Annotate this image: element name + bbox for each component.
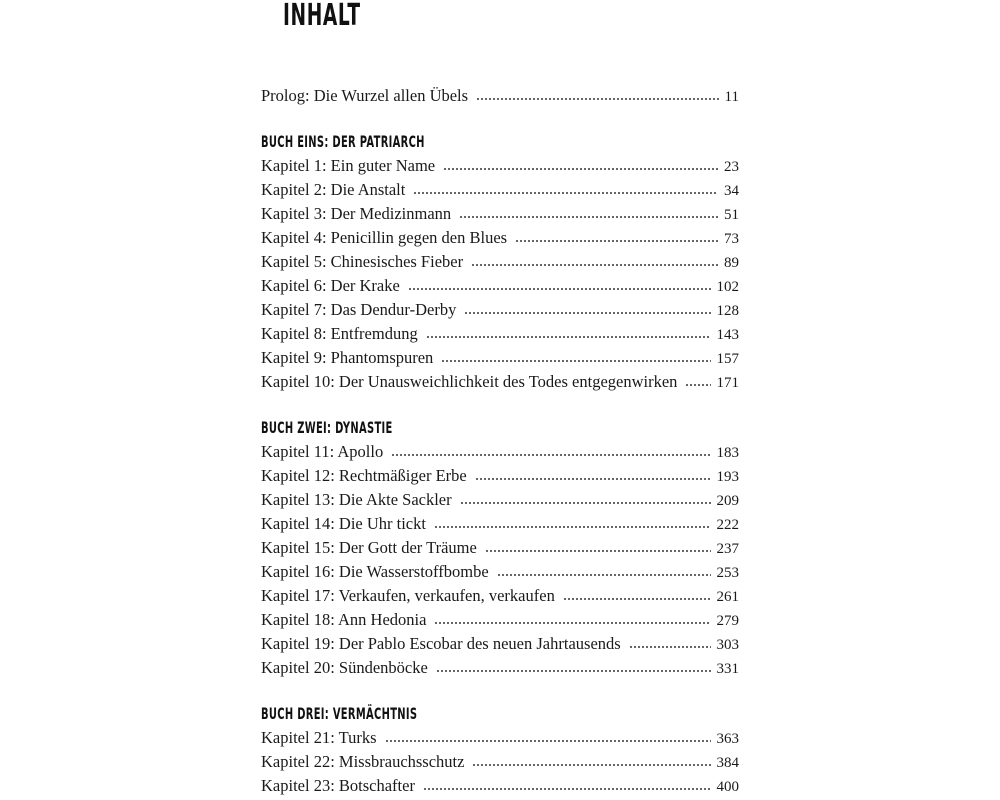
- toc-entry: [261, 464, 739, 488]
- dot-leader: [385, 739, 711, 743]
- entry-label: Kapitel 6: Der Krake: [261, 276, 400, 295]
- entry-page-number: 34: [724, 183, 739, 199]
- toc-entry: [261, 560, 739, 584]
- toc-entry: [261, 750, 739, 774]
- toc-entry: [261, 608, 739, 632]
- entry-page-number: 102: [716, 279, 739, 295]
- book-heading: BUCH ZWEI: DYNASTIE: [261, 418, 393, 437]
- entry-page-number: 171: [716, 375, 739, 391]
- entry-page-number: 193: [716, 469, 739, 485]
- entry-page-number: 261: [716, 589, 739, 605]
- dot-leader: [408, 287, 711, 291]
- entry-label: Kapitel 10: Der Unausweichlichkeit des Todes entgegenwirken: [261, 372, 678, 391]
- entry-label: Kapitel 23: Botschafter: [261, 776, 415, 795]
- dot-leader: [460, 501, 711, 505]
- entry-page-number: 253: [716, 565, 739, 581]
- dot-leader: [423, 787, 711, 791]
- toc-entry: [261, 154, 739, 178]
- toc-entry: [261, 226, 739, 250]
- toc-entry: [261, 370, 739, 394]
- dot-leader: [413, 191, 718, 195]
- toc-entry: [261, 656, 739, 680]
- dot-leader: [629, 645, 711, 649]
- dot-leader: [685, 383, 710, 387]
- entry-label: Kapitel 16: Die Wasserstoffbombe: [261, 562, 489, 581]
- entry-label: Kapitel 1: Ein guter Name: [261, 156, 436, 175]
- dot-leader: [471, 263, 718, 267]
- entry-label: Kapitel 11: Apollo: [261, 442, 384, 461]
- entry-page-number: 237: [716, 541, 739, 557]
- entry-label: Kapitel 2: Die Anstalt: [261, 180, 406, 199]
- toc-entry: [261, 512, 739, 536]
- entry-label: Kapitel 9: Phantomspuren: [261, 348, 434, 367]
- dot-leader: [464, 311, 710, 315]
- entry-label: Kapitel 8: Entfremdung: [261, 324, 418, 343]
- dot-leader: [391, 453, 710, 457]
- dot-leader: [443, 167, 718, 171]
- entry-page-number: 143: [716, 327, 739, 343]
- entry-label: Kapitel 12: Rechtmäßiger Erbe: [261, 466, 467, 485]
- entry-label: Kapitel 17: Verkaufen, verkaufen, verkaufen: [261, 586, 555, 605]
- entry-page-number: 157: [716, 351, 739, 367]
- book-heading: BUCH DREI: VERMÄCHTNIS: [261, 704, 418, 723]
- toc-entry: [261, 774, 739, 798]
- toc-entry: [261, 632, 739, 656]
- entry-page-number: 51: [724, 207, 739, 223]
- entry-page-number: 363: [716, 731, 739, 747]
- dot-leader: [459, 215, 718, 219]
- entry-page-number: 384: [716, 755, 739, 771]
- toc-entry: [261, 488, 739, 512]
- entry-page-number: 183: [716, 445, 739, 461]
- toc-entry: [261, 322, 739, 346]
- entry-page-number: 209: [716, 493, 739, 509]
- entry-page-number: 73: [724, 231, 739, 247]
- entry-label: Kapitel 20: Sündenböcke: [261, 658, 428, 677]
- entry-label: Kapitel 13: Die Akte Sackler: [261, 490, 452, 509]
- book-heading: BUCH EINS: DER PATRIARCH: [261, 132, 425, 151]
- entry-label: Kapitel 14: Die Uhr tickt: [261, 514, 426, 533]
- entry-label: Kapitel 3: Der Medizinmann: [261, 204, 452, 223]
- entry-page-number: 23: [724, 159, 739, 175]
- toc-entry: [261, 584, 739, 608]
- entry-page-number: 89: [724, 255, 739, 271]
- entry-page-number: 279: [716, 613, 739, 629]
- dot-leader: [436, 669, 711, 673]
- entry-label: Kapitel 5: Chinesisches Fieber: [261, 252, 464, 271]
- toc-entry: [261, 274, 739, 298]
- entry-page-number: 11: [724, 89, 739, 105]
- dot-leader: [426, 335, 711, 339]
- entry-page-number: 222: [716, 517, 739, 533]
- entry-page-number: 400: [716, 779, 739, 795]
- toc-entry-prolog: [261, 84, 739, 108]
- entry-page-number: 128: [716, 303, 739, 319]
- table-of-contents: [261, 84, 739, 798]
- entry-label: Kapitel 22: Missbrauchsschutz: [261, 752, 465, 771]
- entry-label: Kapitel 4: Penicillin gegen den Blues: [261, 228, 508, 247]
- page-title: INHALT: [283, 0, 361, 33]
- toc-entry: [261, 536, 739, 560]
- toc-entry: [261, 202, 739, 226]
- dot-leader: [563, 597, 711, 601]
- dot-leader: [472, 763, 710, 767]
- dot-leader: [441, 359, 710, 363]
- entry-label: Kapitel 18: Ann Hedonia: [261, 610, 427, 629]
- entry-label: Kapitel 19: Der Pablo Escobar des neuen Jahrtausends: [261, 634, 621, 653]
- dot-leader: [515, 239, 718, 243]
- toc-entry: [261, 440, 739, 464]
- dot-leader: [434, 525, 711, 529]
- entry-label: Prolog: Die Wurzel allen Übels: [261, 86, 469, 105]
- entry-label: Kapitel 15: Der Gott der Träume: [261, 538, 477, 557]
- entry-page-number: 303: [716, 637, 739, 653]
- toc-entry: [261, 346, 739, 370]
- toc-entry: [261, 178, 739, 202]
- entry-label: Kapitel 7: Das Dendur-Derby: [261, 300, 457, 319]
- toc-entry: [261, 250, 739, 274]
- dot-leader: [434, 621, 710, 625]
- dot-leader: [475, 477, 711, 481]
- dot-leader: [485, 549, 711, 553]
- entry-label: Kapitel 21: Turks: [261, 728, 377, 747]
- toc-entry: [261, 298, 739, 322]
- entry-page-number: 331: [716, 661, 739, 677]
- toc-entry: [261, 726, 739, 750]
- dot-leader: [476, 97, 718, 101]
- dot-leader: [497, 573, 711, 577]
